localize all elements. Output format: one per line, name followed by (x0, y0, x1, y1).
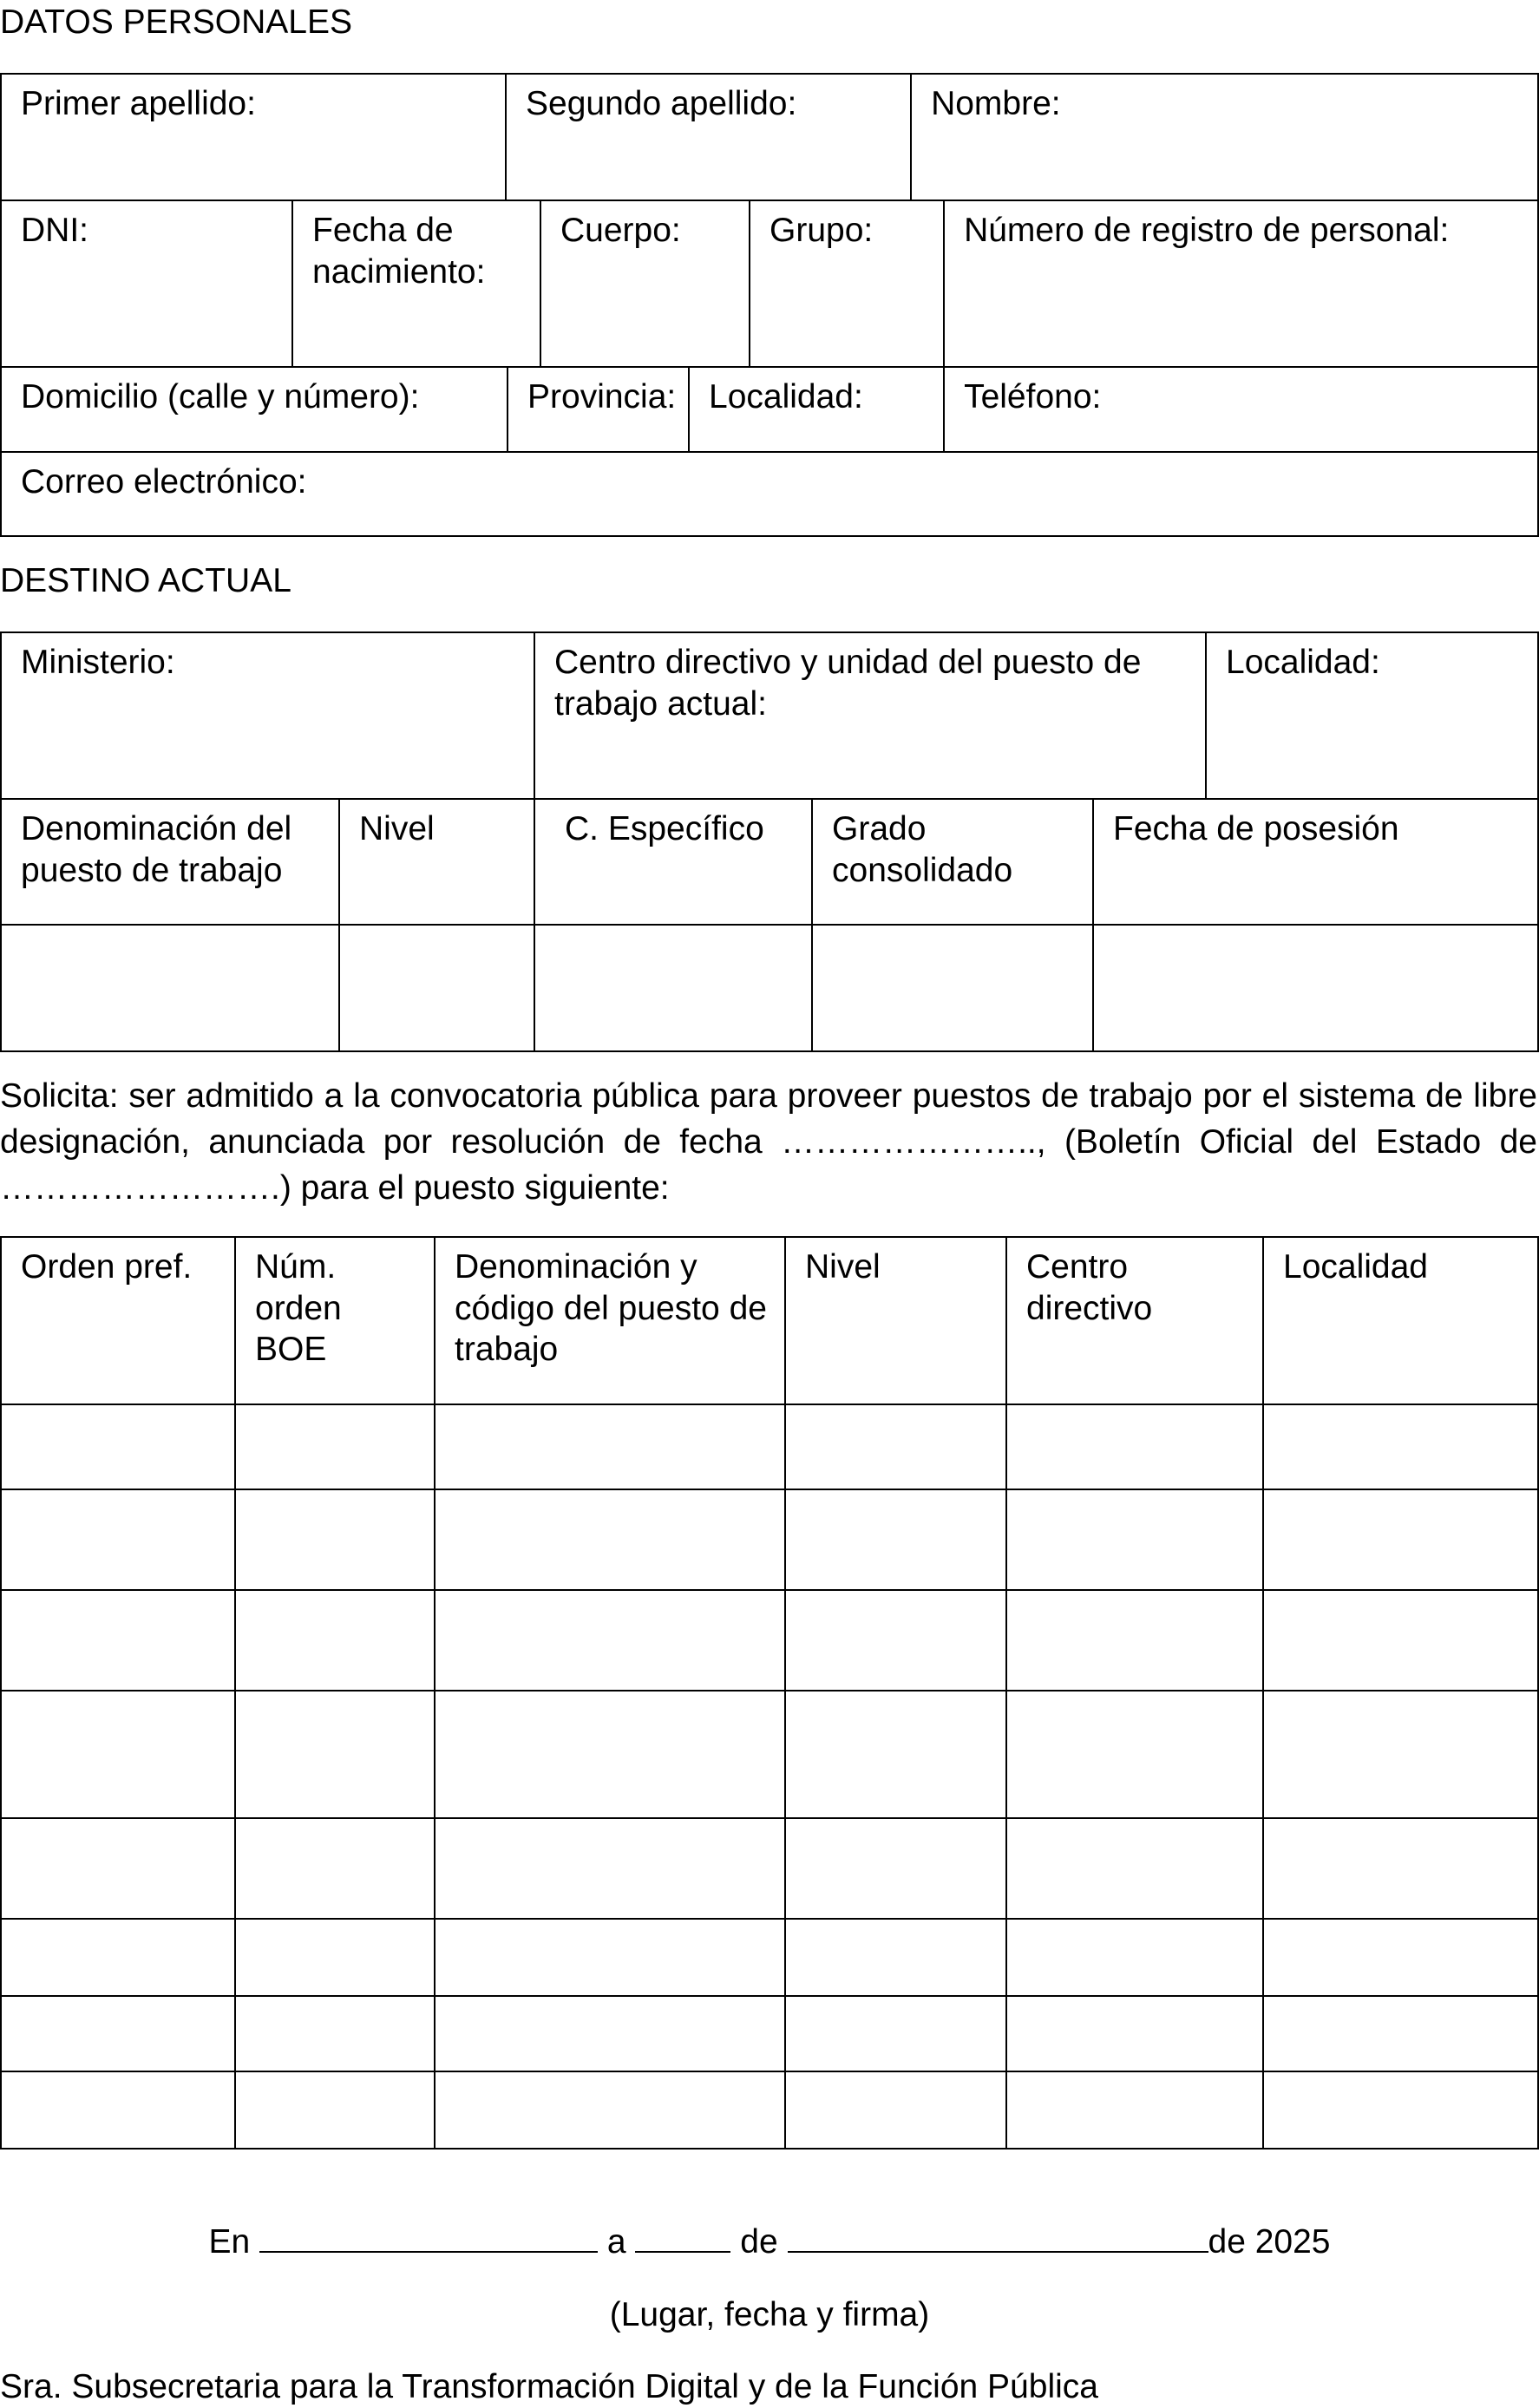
denominacion-input[interactable] (1, 925, 339, 1051)
table-cell[interactable] (785, 1691, 1006, 1818)
dia-blank[interactable] (635, 2222, 730, 2253)
provincia-label: Provincia: (527, 378, 677, 416)
header-puesto-nivel: Nivel (785, 1237, 1006, 1404)
table-cell[interactable] (235, 1919, 435, 1996)
table-cell[interactable] (1006, 2071, 1263, 2149)
signature-de-label: de (740, 2223, 778, 2261)
grupo-label: Grupo: (770, 212, 874, 249)
table-cell[interactable] (235, 1590, 435, 1691)
table-cell[interactable] (1006, 1489, 1263, 1590)
telefono-field[interactable] (944, 367, 1538, 452)
table-cell[interactable] (1, 1691, 235, 1818)
c-especifico-input[interactable] (534, 925, 812, 1051)
header-centro-directivo: Centro directivo (1006, 1237, 1263, 1404)
table-cell[interactable] (785, 1590, 1006, 1691)
correo-field[interactable] (1, 452, 1538, 536)
table-cell[interactable] (1263, 1919, 1538, 1996)
table-cell[interactable] (435, 1404, 785, 1489)
table-row (1, 1590, 1538, 1691)
table-row (1, 1404, 1538, 1489)
table-cell[interactable] (435, 1919, 785, 1996)
table-cell[interactable] (1006, 1818, 1263, 1919)
cuerpo-label: Cuerpo: (560, 212, 681, 249)
signature-caption: (Lugar, fecha y firma) (609, 2296, 930, 2333)
table-cell[interactable] (1263, 2071, 1538, 2149)
nombre-label: Nombre: (931, 85, 1061, 122)
segundo-apellido-field[interactable] (506, 74, 911, 200)
table-cell[interactable] (1, 1818, 235, 1919)
addressee: Sra. Subsecretaria para la Transformación Digital y de la Función Pública (0, 2368, 1098, 2405)
table-row (1, 1691, 1538, 1818)
table-cell[interactable] (1006, 1691, 1263, 1818)
table-cell[interactable] (1006, 1590, 1263, 1691)
destino-localidad-label: Localidad: (1226, 644, 1380, 681)
correo-label: Correo electrónico: (21, 463, 307, 501)
signature-en-label: En (208, 2223, 251, 2261)
section-title-destino: DESTINO ACTUAL (0, 562, 291, 599)
fecha-posesion-input[interactable] (1093, 925, 1538, 1051)
domicilio-field[interactable] (1, 367, 508, 452)
table-cell[interactable] (235, 1691, 435, 1818)
primer-apellido-label: Primer apellido: (21, 85, 256, 122)
nivel-input[interactable] (339, 925, 534, 1051)
personal-data-table (0, 73, 1539, 537)
header-grado: Grado consolidado (812, 799, 1093, 925)
header-puesto-localidad: Localidad (1263, 1237, 1538, 1404)
table-cell[interactable] (435, 1590, 785, 1691)
fecha-nacimiento-label: Fecha de nacimiento: (312, 212, 486, 291)
header-num-orden-boe: Núm. orden BOE (235, 1237, 435, 1404)
signature-line (0, 2222, 1539, 2263)
header-fecha-posesion: Fecha de posesión (1093, 799, 1538, 925)
fecha-nacimiento-field[interactable] (292, 200, 540, 367)
table-cell[interactable] (1006, 1919, 1263, 1996)
table-cell[interactable] (785, 1919, 1006, 1996)
section-title-personal: DATOS PERSONALES (0, 3, 353, 41)
solicita-paragraph: Solicita: ser admitido a la convocatoria pública para proveer puestos de trabajo por el sistema de libre designación, anunciada por resolución de fecha ………………….., (Boletín Oficial del Estado de …………………….) para el puesto siguiente: (0, 1077, 1537, 1207)
signature-a-label: a (606, 2223, 626, 2261)
signature-year-label: de 2025 (1208, 2223, 1331, 2261)
centro-directivo-field[interactable] (534, 632, 1206, 799)
table-row (1, 1489, 1538, 1590)
table-cell[interactable] (1263, 1691, 1538, 1818)
table-cell[interactable] (1, 1919, 235, 1996)
table-cell[interactable] (1006, 1404, 1263, 1489)
table-cell[interactable] (235, 1404, 435, 1489)
table-row (1, 1919, 1538, 1996)
table-cell[interactable] (1263, 1489, 1538, 1590)
lugar-blank[interactable] (259, 2222, 598, 2253)
provincia-field[interactable] (508, 367, 689, 452)
table-cell[interactable] (435, 1691, 785, 1818)
table-cell[interactable] (235, 2071, 435, 2149)
header-denominacion-codigo: Denominación y código del puesto de trabajo (435, 1237, 785, 1404)
header-nivel: Nivel (339, 799, 534, 925)
table-cell[interactable] (785, 1996, 1006, 2071)
cuerpo-field[interactable] (540, 200, 750, 367)
localidad-label: Localidad: (709, 378, 863, 416)
puestos-table (0, 1236, 1539, 2150)
table-cell[interactable] (785, 2071, 1006, 2149)
ministerio-field[interactable] (1, 632, 534, 799)
table-cell[interactable] (235, 1489, 435, 1590)
header-denominacion: Denominación del puesto de trabajo (1, 799, 339, 925)
table-row (1, 2071, 1538, 2149)
grupo-field[interactable] (750, 200, 944, 367)
table-cell[interactable] (785, 1818, 1006, 1919)
ministerio-label: Ministerio: (21, 644, 175, 681)
table-cell[interactable] (435, 1818, 785, 1919)
table-cell[interactable] (435, 1996, 785, 2071)
table-cell[interactable] (1, 1404, 235, 1489)
numero-registro-field[interactable] (944, 200, 1538, 367)
table-cell[interactable] (1263, 1590, 1538, 1691)
table-cell[interactable] (435, 2071, 785, 2149)
destino-localidad-field[interactable] (1206, 632, 1538, 799)
table-row (1, 1818, 1538, 1919)
domicilio-label: Domicilio (calle y número): (21, 378, 420, 416)
table-cell[interactable] (1, 1590, 235, 1691)
table-cell[interactable] (1006, 1996, 1263, 2071)
nombre-field[interactable] (911, 74, 1538, 200)
table-cell[interactable] (785, 1404, 1006, 1489)
table-cell[interactable] (235, 1818, 435, 1919)
table-cell[interactable] (1263, 1996, 1538, 2071)
telefono-label: Teléfono: (964, 378, 1102, 416)
table-cell[interactable] (1, 1996, 235, 2071)
dni-field[interactable] (1, 200, 292, 367)
table-cell[interactable] (1263, 1404, 1538, 1489)
destino-table (0, 631, 1539, 1052)
primer-apellido-field[interactable] (1, 74, 506, 200)
table-cell[interactable] (1, 1489, 235, 1590)
segundo-apellido-label: Segundo apellido: (526, 85, 797, 122)
header-orden-pref: Orden pref. (1, 1237, 235, 1404)
mes-blank[interactable] (788, 2222, 1208, 2253)
header-c-especifico: C. Específico (534, 799, 812, 925)
localidad-field[interactable] (689, 367, 944, 452)
grado-input[interactable] (812, 925, 1093, 1051)
table-cell[interactable] (435, 1489, 785, 1590)
dni-label: DNI: (21, 212, 88, 249)
table-cell[interactable] (1263, 1818, 1538, 1919)
table-row (1, 1996, 1538, 2071)
centro-directivo-label: Centro directivo y unidad del puesto de trabajo actual: (554, 644, 1142, 723)
table-cell[interactable] (235, 1996, 435, 2071)
table-cell[interactable] (785, 1489, 1006, 1590)
table-cell[interactable] (1, 2071, 235, 2149)
numero-registro-label: Número de registro de personal: (964, 212, 1450, 249)
